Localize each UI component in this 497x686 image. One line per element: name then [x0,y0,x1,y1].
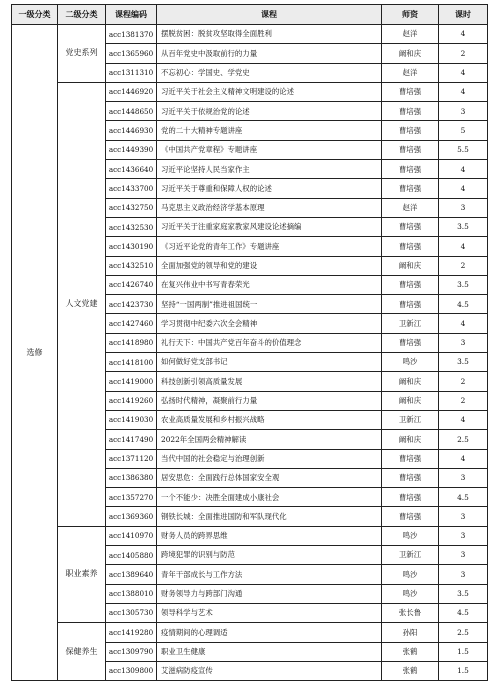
code-cell: acc1386380 [106,468,157,487]
course-cell: 摆脱贫困：脱贫攻坚取得全面胜利 [157,25,382,44]
code-cell: acc1305730 [106,603,157,622]
teacher-cell: 曹培强 [382,140,439,159]
code-cell: acc1311310 [106,63,157,82]
teacher-cell: 曹培强 [382,295,439,314]
hours-cell: 4 [439,179,488,198]
hours-cell: 4 [439,410,488,429]
teacher-cell: 鸣沙 [382,584,439,603]
hours-cell: 3 [439,546,488,565]
teacher-cell: 阚和庆 [382,44,439,63]
teacher-cell: 张长鲁 [382,603,439,622]
hours-cell: 4 [439,237,488,256]
course-cell: 如何做好党支部书记 [157,353,382,372]
course-cell: 学习贯彻中纪委六次全会精神 [157,314,382,333]
course-cell: 习近平关于注重家庭家教家风建设论述摘编 [157,217,382,236]
teacher-cell: 曹培强 [382,121,439,140]
course-cell: 《习近平论党的青年工作》专题讲座 [157,237,382,256]
course-cell: 2022年全国两会精神解读 [157,430,382,449]
hours-cell: 3.5 [439,217,488,236]
course-cell: 居安思危：全面践行总体国家安全观 [157,468,382,487]
hours-cell: 4 [439,160,488,179]
hours-cell: 3 [439,565,488,584]
teacher-cell: 鸣沙 [382,565,439,584]
course-cell: 习近平关于社会主义精神文明建设的论述 [157,82,382,101]
level2-cell: 党史系列 [58,25,106,83]
code-cell: acc1418100 [106,353,157,372]
teacher-cell: 曹培强 [382,468,439,487]
hours-cell: 3 [439,507,488,526]
course-cell: 《中国共产党章程》专题讲座 [157,140,382,159]
hours-cell: 5 [439,121,488,140]
code-cell: acc1369360 [106,507,157,526]
teacher-cell: 曹培强 [382,449,439,468]
teacher-cell: 阚和庆 [382,256,439,275]
code-cell: acc1423730 [106,295,157,314]
teacher-cell: 卫新江 [382,546,439,565]
teacher-cell: 阚和庆 [382,372,439,391]
hours-cell: 3.5 [439,584,488,603]
level2-cell: 职业素养 [58,526,106,622]
code-cell: acc1427460 [106,314,157,333]
code-cell: acc1418980 [106,333,157,352]
teacher-cell: 曹培强 [382,275,439,294]
header-level2: 二级分类 [58,5,106,25]
teacher-cell: 曹培强 [382,488,439,507]
teacher-cell: 曹培强 [382,237,439,256]
course-cell: 不忘初心：学国史、学党史 [157,63,382,82]
teacher-cell: 曹培强 [382,82,439,101]
table-body [12,25,488,681]
code-cell: acc1419260 [106,391,157,410]
course-cell: 跨境犯罪的识别与防范 [157,546,382,565]
code-cell: acc1433700 [106,179,157,198]
header-teacher: 师资 [382,5,439,25]
code-cell: acc1309800 [106,661,157,680]
hours-cell: 4.5 [439,488,488,507]
code-cell: acc1448650 [106,102,157,121]
hours-cell: 3 [439,198,488,217]
hours-cell: 3 [439,468,488,487]
header-row [12,5,488,25]
code-cell: acc1309790 [106,642,157,661]
hours-cell: 2 [439,44,488,63]
table-row [12,526,488,545]
course-table [11,4,488,681]
teacher-cell: 鸣沙 [382,526,439,545]
code-cell: acc1389640 [106,565,157,584]
hours-cell: 4.5 [439,295,488,314]
course-cell: 农业高质量发展和乡村振兴战略 [157,410,382,429]
code-cell: acc1436640 [106,160,157,179]
header-code: 课程编码 [106,5,157,25]
teacher-cell: 阚和庆 [382,391,439,410]
code-cell: acc1405880 [106,546,157,565]
level2-cell: 人文党建 [58,82,106,526]
code-cell: acc1432750 [106,198,157,217]
code-cell: acc1357270 [106,488,157,507]
course-cell: 马克思主义政治经济学基本原理 [157,198,382,217]
course-cell: 科技创新引领高质量发展 [157,372,382,391]
course-cell: 坚持“一国两制”推进祖国统一 [157,295,382,314]
code-cell: acc1430190 [106,237,157,256]
hours-cell: 3 [439,526,488,545]
code-cell: acc1426740 [106,275,157,294]
teacher-cell: 鸣沙 [382,353,439,372]
course-cell: 财务人员的跨界思维 [157,526,382,545]
teacher-cell: 赵洋 [382,25,439,44]
course-cell: 弘扬时代精神，凝聚前行力量 [157,391,382,410]
code-cell: acc1381370 [106,25,157,44]
hours-cell: 3.5 [439,353,488,372]
course-cell: 全面加强党的领导和党的建设 [157,256,382,275]
code-cell: acc1410970 [106,526,157,545]
hours-cell: 4 [439,82,488,101]
hours-cell: 4 [439,449,488,468]
header-course: 课程 [157,5,382,25]
code-cell: acc1432510 [106,256,157,275]
hours-cell: 5.5 [439,140,488,159]
course-cell: 从百年党史中汲取前行的力量 [157,44,382,63]
course-cell: 疫情期间的心理调适 [157,623,382,642]
hours-cell: 1.5 [439,661,488,680]
header-hours: 课时 [439,5,488,25]
hours-cell: 2 [439,372,488,391]
course-cell: 职业卫生健康 [157,642,382,661]
course-cell: 习近平论坚持人民当家作主 [157,160,382,179]
hours-cell: 3.5 [439,275,488,294]
teacher-cell: 曹培强 [382,160,439,179]
code-cell: acc1419030 [106,410,157,429]
course-cell: 当代中国的社会稳定与治理创新 [157,449,382,468]
course-cell: 财务领导力与跨部门沟通 [157,584,382,603]
code-cell: acc1419280 [106,623,157,642]
table-row [12,82,488,101]
hours-cell: 3 [439,102,488,121]
code-cell: acc1365960 [106,44,157,63]
table-row [12,25,488,44]
level1-cell: 选修 [12,25,58,681]
teacher-cell: 张鹤 [382,661,439,680]
code-cell: acc1388010 [106,584,157,603]
hours-cell: 4.5 [439,603,488,622]
hours-cell: 3 [439,333,488,352]
hours-cell: 4 [439,25,488,44]
teacher-cell: 曹培强 [382,333,439,352]
course-cell: 钢铁长城：全面推进国防和军队现代化 [157,507,382,526]
teacher-cell: 卫新江 [382,410,439,429]
code-cell: acc1419000 [106,372,157,391]
teacher-cell: 曹培强 [382,102,439,121]
teacher-cell: 曹培强 [382,179,439,198]
teacher-cell: 赵洋 [382,63,439,82]
level2-cell: 保健养生 [58,623,106,681]
teacher-cell: 阚和庆 [382,430,439,449]
course-cell: 艾滋病防疫宣传 [157,661,382,680]
hours-cell: 4 [439,314,488,333]
teacher-cell: 卫新江 [382,314,439,333]
course-cell: 礼行天下：中国共产党百年奋斗的价值理念 [157,333,382,352]
course-cell: 习近平关于尊重和保障人权的论述 [157,179,382,198]
course-cell: 一个不能少：决胜全面建成小康社会 [157,488,382,507]
teacher-cell: 曹培强 [382,217,439,236]
hours-cell: 2 [439,256,488,275]
course-cell: 习近平关于依规治党的论述 [157,102,382,121]
code-cell: acc1449390 [106,140,157,159]
teacher-cell: 张鹤 [382,642,439,661]
hours-cell: 2.5 [439,623,488,642]
course-cell: 领导科学与艺术 [157,603,382,622]
hours-cell: 2.5 [439,430,488,449]
teacher-cell: 孙阳 [382,623,439,642]
code-cell: acc1371120 [106,449,157,468]
table-row [12,623,488,642]
teacher-cell: 曹培强 [382,507,439,526]
course-cell: 青年干部成长与工作方法 [157,565,382,584]
code-cell: acc1446930 [106,121,157,140]
hours-cell: 1.5 [439,642,488,661]
teacher-cell: 赵洋 [382,198,439,217]
code-cell: acc1432530 [106,217,157,236]
code-cell: acc1446920 [106,82,157,101]
hours-cell: 4 [439,63,488,82]
course-cell: 党的二十大精神专题讲座 [157,121,382,140]
code-cell: acc1417490 [106,430,157,449]
hours-cell: 2 [439,391,488,410]
header-level1: 一级分类 [12,5,58,25]
course-cell: 在复兴伟业中书写青春荣光 [157,275,382,294]
